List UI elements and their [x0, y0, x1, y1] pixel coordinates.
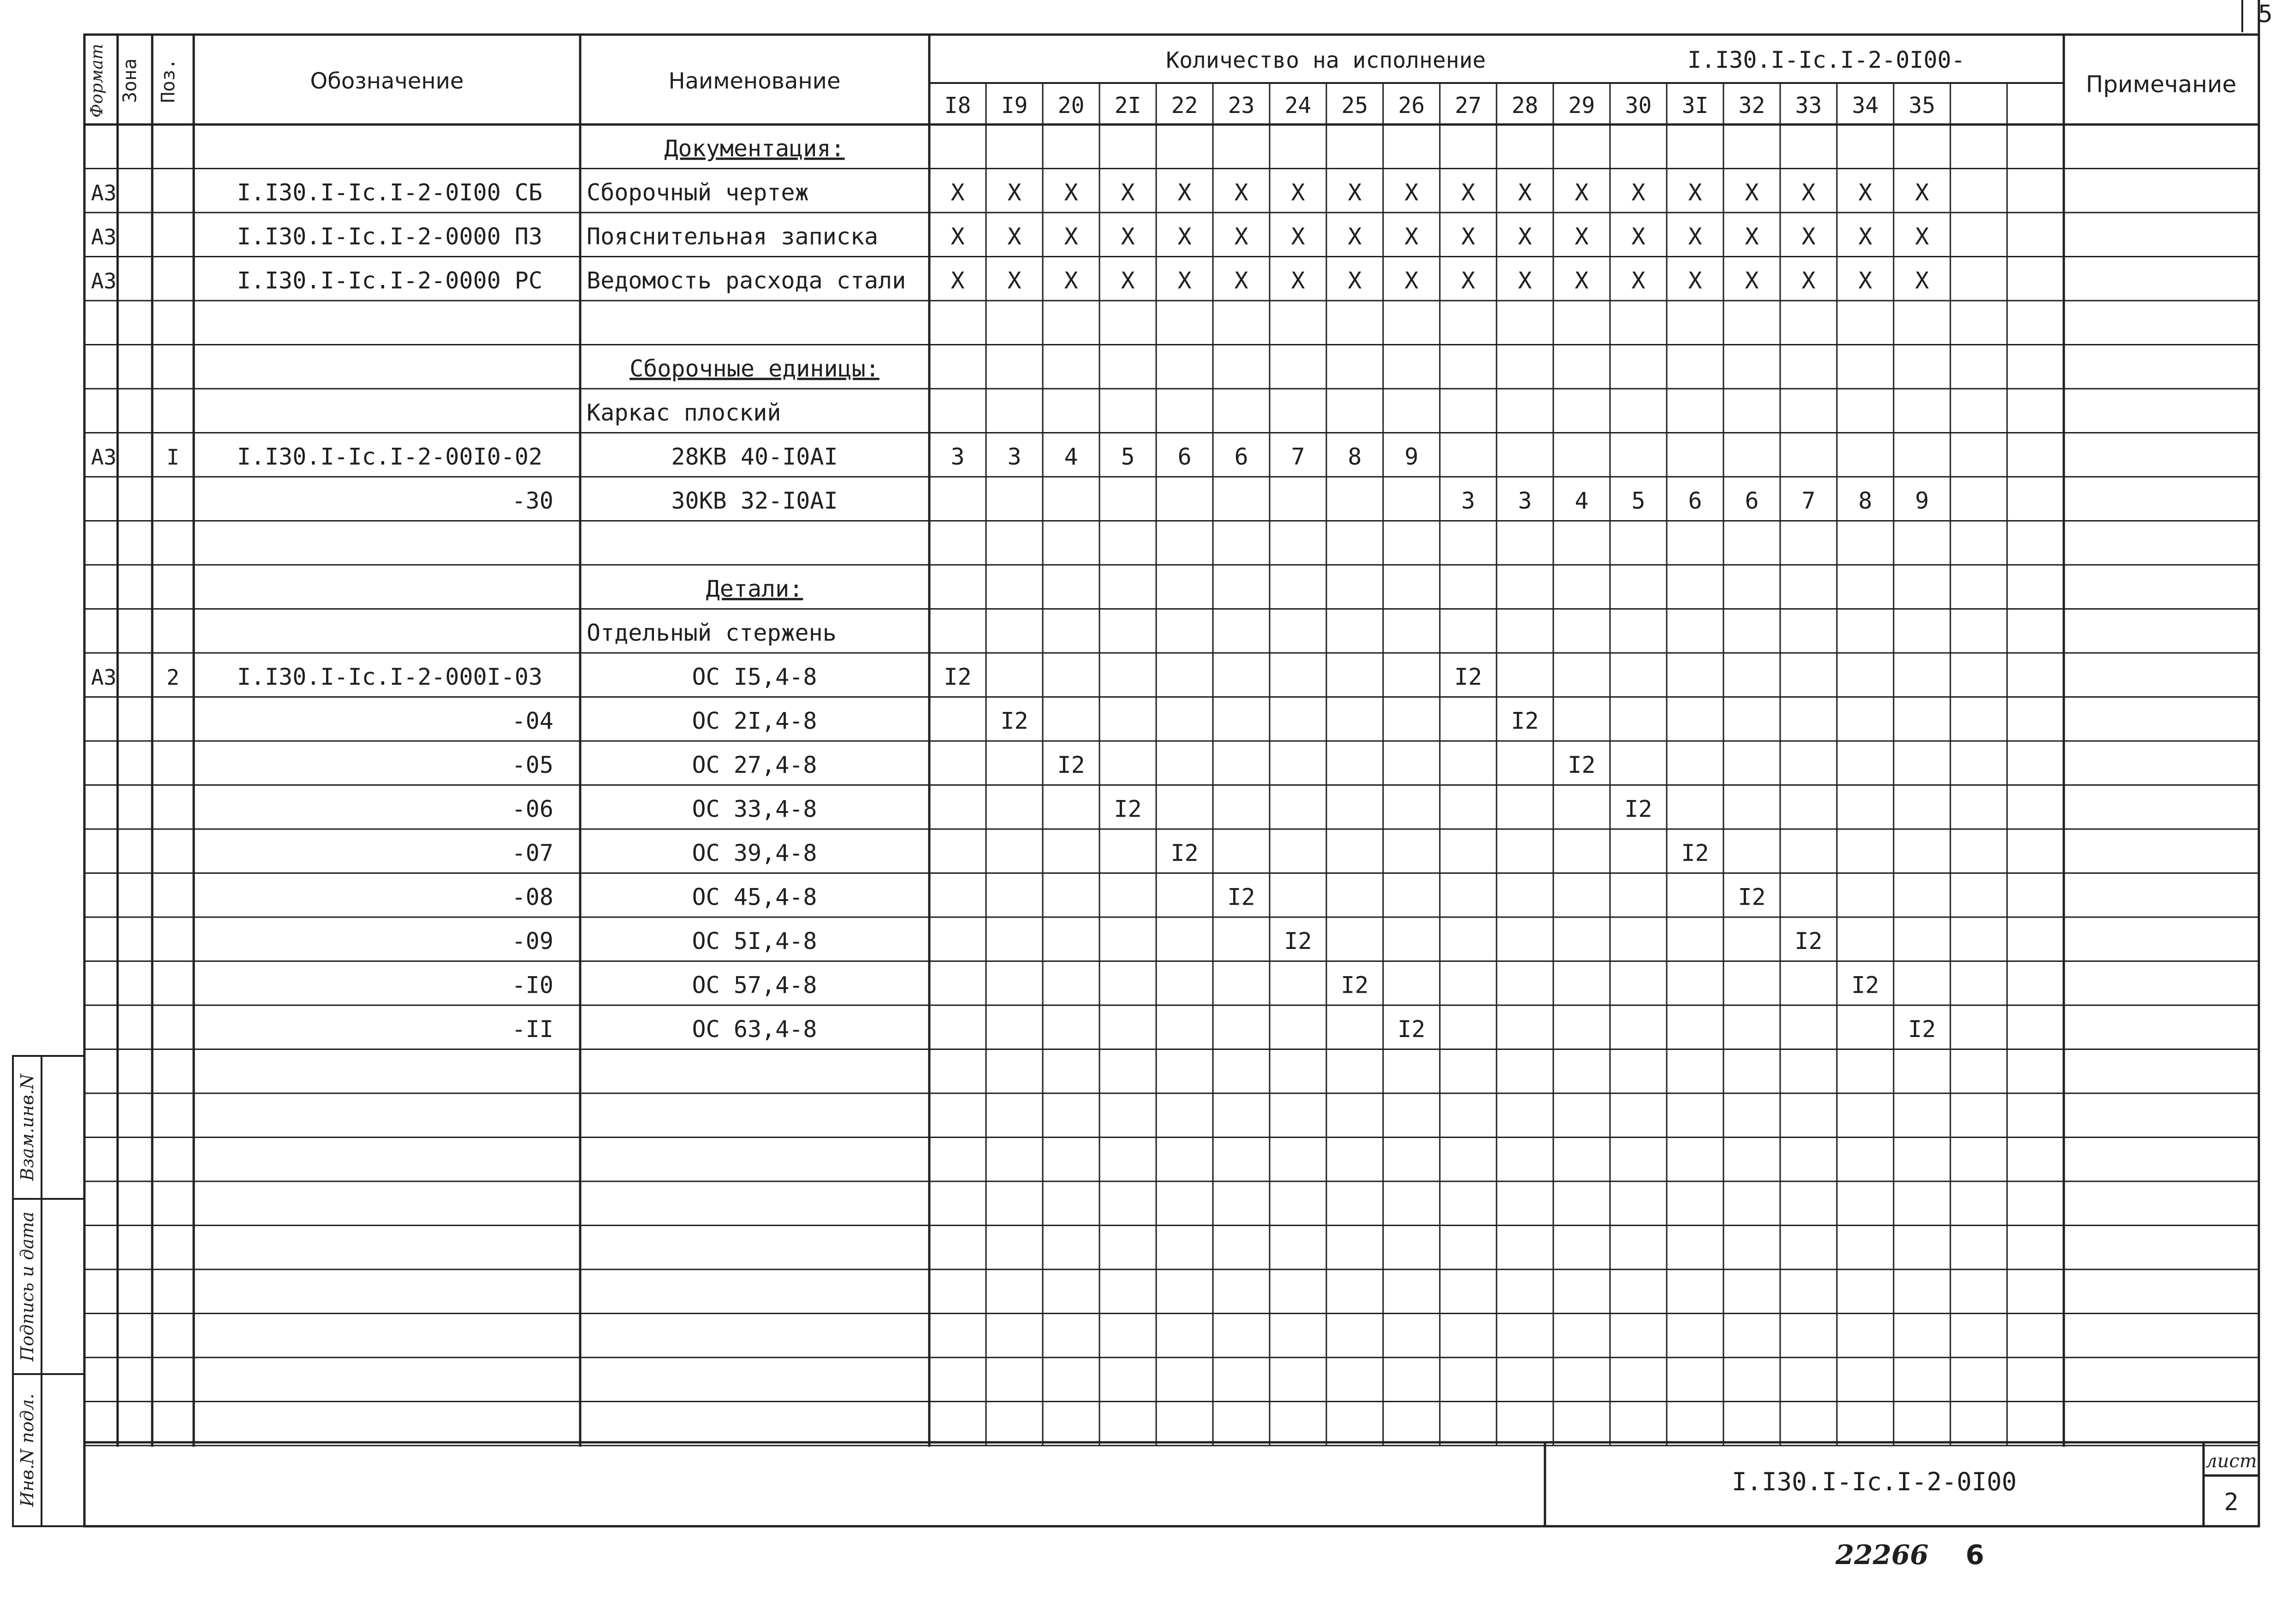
cell-designation: -08: [511, 883, 553, 911]
variant-header: 35: [1908, 93, 1936, 119]
cell-quantity: X: [1518, 179, 1532, 206]
variant-header: 3I: [1681, 93, 1709, 119]
cell-quantity: 6: [1688, 487, 1702, 514]
variant-header: I8: [944, 93, 971, 119]
cell-quantity: X: [1801, 267, 1816, 294]
cell-quantity: X: [1404, 179, 1419, 206]
cell-name: ОС 57,4-8: [692, 972, 817, 999]
cell-name: ОС 2I,4-8: [692, 707, 817, 735]
cell-quantity: X: [1631, 267, 1645, 294]
cell-quantity: X: [1858, 223, 1872, 250]
cell-designation: -07: [511, 839, 553, 866]
cell-format: А3: [91, 445, 117, 470]
cell-quantity: 6: [1177, 443, 1192, 470]
cell-name: 30КВ 32-I0AI: [671, 487, 838, 514]
cell-name: ОС 63,4-8: [692, 1015, 817, 1043]
cell-quantity: 3: [1461, 487, 1475, 514]
variant-header: 34: [1852, 93, 1879, 119]
cell-designation: I.I30.I-Ic.I-2-0I00 СБ: [237, 179, 543, 206]
cell-quantity: X: [1234, 267, 1248, 294]
cell-quantity: X: [1177, 179, 1192, 206]
cell-quantity: X: [1574, 223, 1589, 250]
cell-quantity: 9: [1404, 443, 1419, 470]
cell-quantity: X: [1007, 179, 1022, 206]
cell-quantity: X: [1461, 179, 1475, 206]
variant-header: 2I: [1114, 93, 1141, 119]
cell-designation: I.I30.I-Ic.I-2-0000 РС: [237, 267, 543, 294]
variant-header: 28: [1511, 93, 1539, 119]
cell-format: А3: [91, 268, 117, 294]
cell-quantity: 3: [1518, 487, 1532, 514]
cell-quantity: X: [1121, 267, 1135, 294]
cell-quantity: X: [1348, 267, 1362, 294]
cell-quantity: X: [1801, 179, 1816, 206]
stamp-replaces-label: Взам.инв.N: [17, 1074, 37, 1181]
header-quantity-code: I.I30.I-Ic.I-2-0I00-: [1687, 47, 1966, 73]
cell-quantity: 5: [1631, 487, 1645, 514]
cell-quantity: X: [1858, 179, 1872, 206]
cell-name: Каркас плоский: [587, 399, 781, 426]
cell-quantity: X: [1688, 267, 1702, 294]
cell-quantity: I2: [1851, 972, 1879, 999]
cell-quantity: X: [1745, 267, 1759, 294]
cell-quantity: X: [1064, 267, 1078, 294]
cell-quantity: I2: [1000, 707, 1028, 735]
footer-number: 22266: [1836, 1539, 1929, 1571]
cell-quantity: X: [1631, 223, 1645, 250]
cell-quantity: 8: [1348, 443, 1362, 470]
cell-quantity: X: [1064, 223, 1078, 250]
cell-quantity: I2: [1568, 751, 1596, 778]
sheet-value: 2: [2224, 1488, 2239, 1516]
cell-quantity: X: [1291, 223, 1305, 250]
cell-quantity: I2: [1057, 751, 1085, 778]
cell-quantity: 4: [1574, 487, 1589, 514]
cell-quantity: X: [1518, 223, 1532, 250]
cell-quantity: X: [1234, 223, 1248, 250]
cell-quantity: X: [1404, 267, 1419, 294]
section-heading: Сборочные единицы:: [630, 355, 879, 382]
cell-quantity: 7: [1801, 487, 1816, 514]
cell-quantity: I2: [1624, 795, 1652, 823]
cell-pos: 2: [166, 664, 179, 690]
cell-quantity: X: [1177, 223, 1192, 250]
header-note: Примечание: [2085, 71, 2237, 98]
cell-quantity: 3: [950, 443, 965, 470]
cell-designation: -05: [511, 751, 553, 778]
cell-quantity: X: [1121, 179, 1135, 206]
cell-quantity: I2: [1511, 707, 1539, 735]
cell-quantity: 7: [1291, 443, 1305, 470]
stamp-signature-label: Подпись и дата: [17, 1211, 37, 1362]
cell-quantity: X: [1234, 179, 1248, 206]
cell-quantity: X: [1461, 267, 1475, 294]
sheet-number: 5: [2258, 0, 2273, 28]
cell-quantity: X: [1745, 179, 1759, 206]
cell-quantity: X: [1745, 223, 1759, 250]
cell-quantity: X: [1574, 267, 1589, 294]
cell-format: А3: [91, 664, 117, 690]
cell-quantity: X: [1177, 267, 1192, 294]
section-heading: Детали:: [706, 575, 803, 602]
cell-name: Отдельный стержень: [587, 619, 837, 646]
cell-format: А3: [91, 224, 117, 249]
cell-quantity: X: [1348, 223, 1362, 250]
stamp-inv-label: Инв.N подл.: [17, 1393, 37, 1507]
cell-quantity: 4: [1064, 443, 1078, 470]
cell-name: Пояснительная записка: [587, 223, 879, 250]
cell-quantity: I2: [1227, 883, 1255, 911]
variant-header: I9: [1001, 93, 1028, 119]
cell-quantity: I2: [1908, 1015, 1936, 1043]
cell-name: 28КВ 40-I0AI: [671, 443, 838, 470]
header-quantity: Количество на исполнение: [1166, 47, 1486, 73]
header-pos: Поз.: [158, 58, 179, 103]
cell-quantity: 3: [1007, 443, 1022, 470]
cell-name: Сборочный чертеж: [587, 179, 809, 206]
cell-quantity: X: [1291, 267, 1305, 294]
header-designation: Обозначение: [310, 68, 464, 94]
cell-quantity: 6: [1745, 487, 1759, 514]
cell-name: Ведомость расхода стали: [587, 267, 906, 294]
cell-quantity: I2: [1341, 972, 1369, 999]
cell-quantity: 5: [1121, 443, 1135, 470]
variant-header: 22: [1171, 93, 1198, 119]
cell-designation: -09: [511, 927, 553, 954]
cell-quantity: X: [1064, 179, 1078, 206]
cell-quantity: X: [1915, 223, 1929, 250]
cell-quantity: I2: [1284, 927, 1312, 954]
cell-quantity: X: [1404, 223, 1419, 250]
cell-quantity: X: [1291, 179, 1305, 206]
cell-designation: -04: [511, 707, 553, 735]
variant-header: 33: [1795, 93, 1822, 119]
variant-header: 30: [1625, 93, 1652, 119]
cell-format: А3: [91, 180, 117, 206]
cell-name: ОС 5I,4-8: [692, 927, 817, 954]
section-heading: Документация:: [664, 135, 845, 162]
cell-quantity: X: [1688, 223, 1702, 250]
header-zone: Зона: [119, 58, 141, 103]
variant-header: 29: [1568, 93, 1595, 119]
cell-name: ОС I5,4-8: [692, 663, 817, 690]
cell-name: ОС 33,4-8: [692, 795, 817, 823]
cell-designation: I.I30.I-Ic.I-2-0000 ПЗ: [237, 223, 543, 250]
cell-quantity: X: [1858, 267, 1872, 294]
cell-name: ОС 27,4-8: [692, 751, 817, 778]
sheet-label: лист: [2205, 1451, 2257, 1472]
cell-quantity: X: [950, 267, 965, 294]
variant-header: 24: [1284, 93, 1312, 119]
cell-name: ОС 39,4-8: [692, 839, 817, 866]
cell-quantity: I2: [1114, 795, 1142, 823]
cell-designation: I.I30.I-Ic.I-2-000I-03: [237, 663, 543, 690]
cell-quantity: I2: [1454, 663, 1482, 690]
variant-header: 23: [1228, 93, 1255, 119]
document-code: I.I30.I-Ic.I-2-0I00: [1732, 1467, 2017, 1496]
cell-quantity: 6: [1234, 443, 1248, 470]
cell-quantity: I2: [1397, 1015, 1426, 1043]
cell-designation: -I0: [511, 972, 553, 999]
cell-quantity: X: [950, 223, 965, 250]
cell-quantity: X: [1518, 267, 1532, 294]
variant-header: 20: [1057, 93, 1085, 119]
variant-header: 32: [1738, 93, 1765, 119]
cell-quantity: X: [1915, 267, 1929, 294]
cell-pos: I: [166, 445, 179, 470]
cell-designation: -II: [511, 1015, 553, 1043]
cell-quantity: I2: [1170, 839, 1199, 866]
cell-quantity: X: [1007, 267, 1022, 294]
variant-header: 27: [1455, 93, 1482, 119]
cell-quantity: X: [1631, 179, 1645, 206]
header-format: Формат: [88, 43, 107, 118]
cell-quantity: 9: [1915, 487, 1929, 514]
cell-designation: I.I30.I-Ic.I-2-00I0-02: [237, 443, 543, 470]
cell-quantity: X: [1007, 223, 1022, 250]
cell-quantity: I2: [1738, 883, 1766, 911]
header-name: Наименование: [668, 68, 841, 94]
cell-quantity: X: [1574, 179, 1589, 206]
cell-designation: -30: [511, 487, 553, 514]
cell-quantity: X: [1915, 179, 1929, 206]
cell-designation: -06: [511, 795, 553, 823]
variant-header: 25: [1341, 93, 1368, 119]
variant-header: 26: [1398, 93, 1425, 119]
cell-quantity: X: [1801, 223, 1816, 250]
cell-name: ОС 45,4-8: [692, 883, 817, 911]
cell-quantity: X: [1121, 223, 1135, 250]
cell-quantity: X: [1461, 223, 1475, 250]
table-text: [88, 44, 2236, 1043]
cell-quantity: X: [1688, 179, 1702, 206]
cell-quantity: X: [950, 179, 965, 206]
cell-quantity: I2: [1794, 927, 1823, 954]
cell-quantity: I2: [944, 663, 972, 690]
cell-quantity: I2: [1681, 839, 1709, 866]
cell-quantity: X: [1348, 179, 1362, 206]
cell-quantity: 8: [1858, 487, 1872, 514]
footer-page: 6: [1966, 1539, 1984, 1571]
